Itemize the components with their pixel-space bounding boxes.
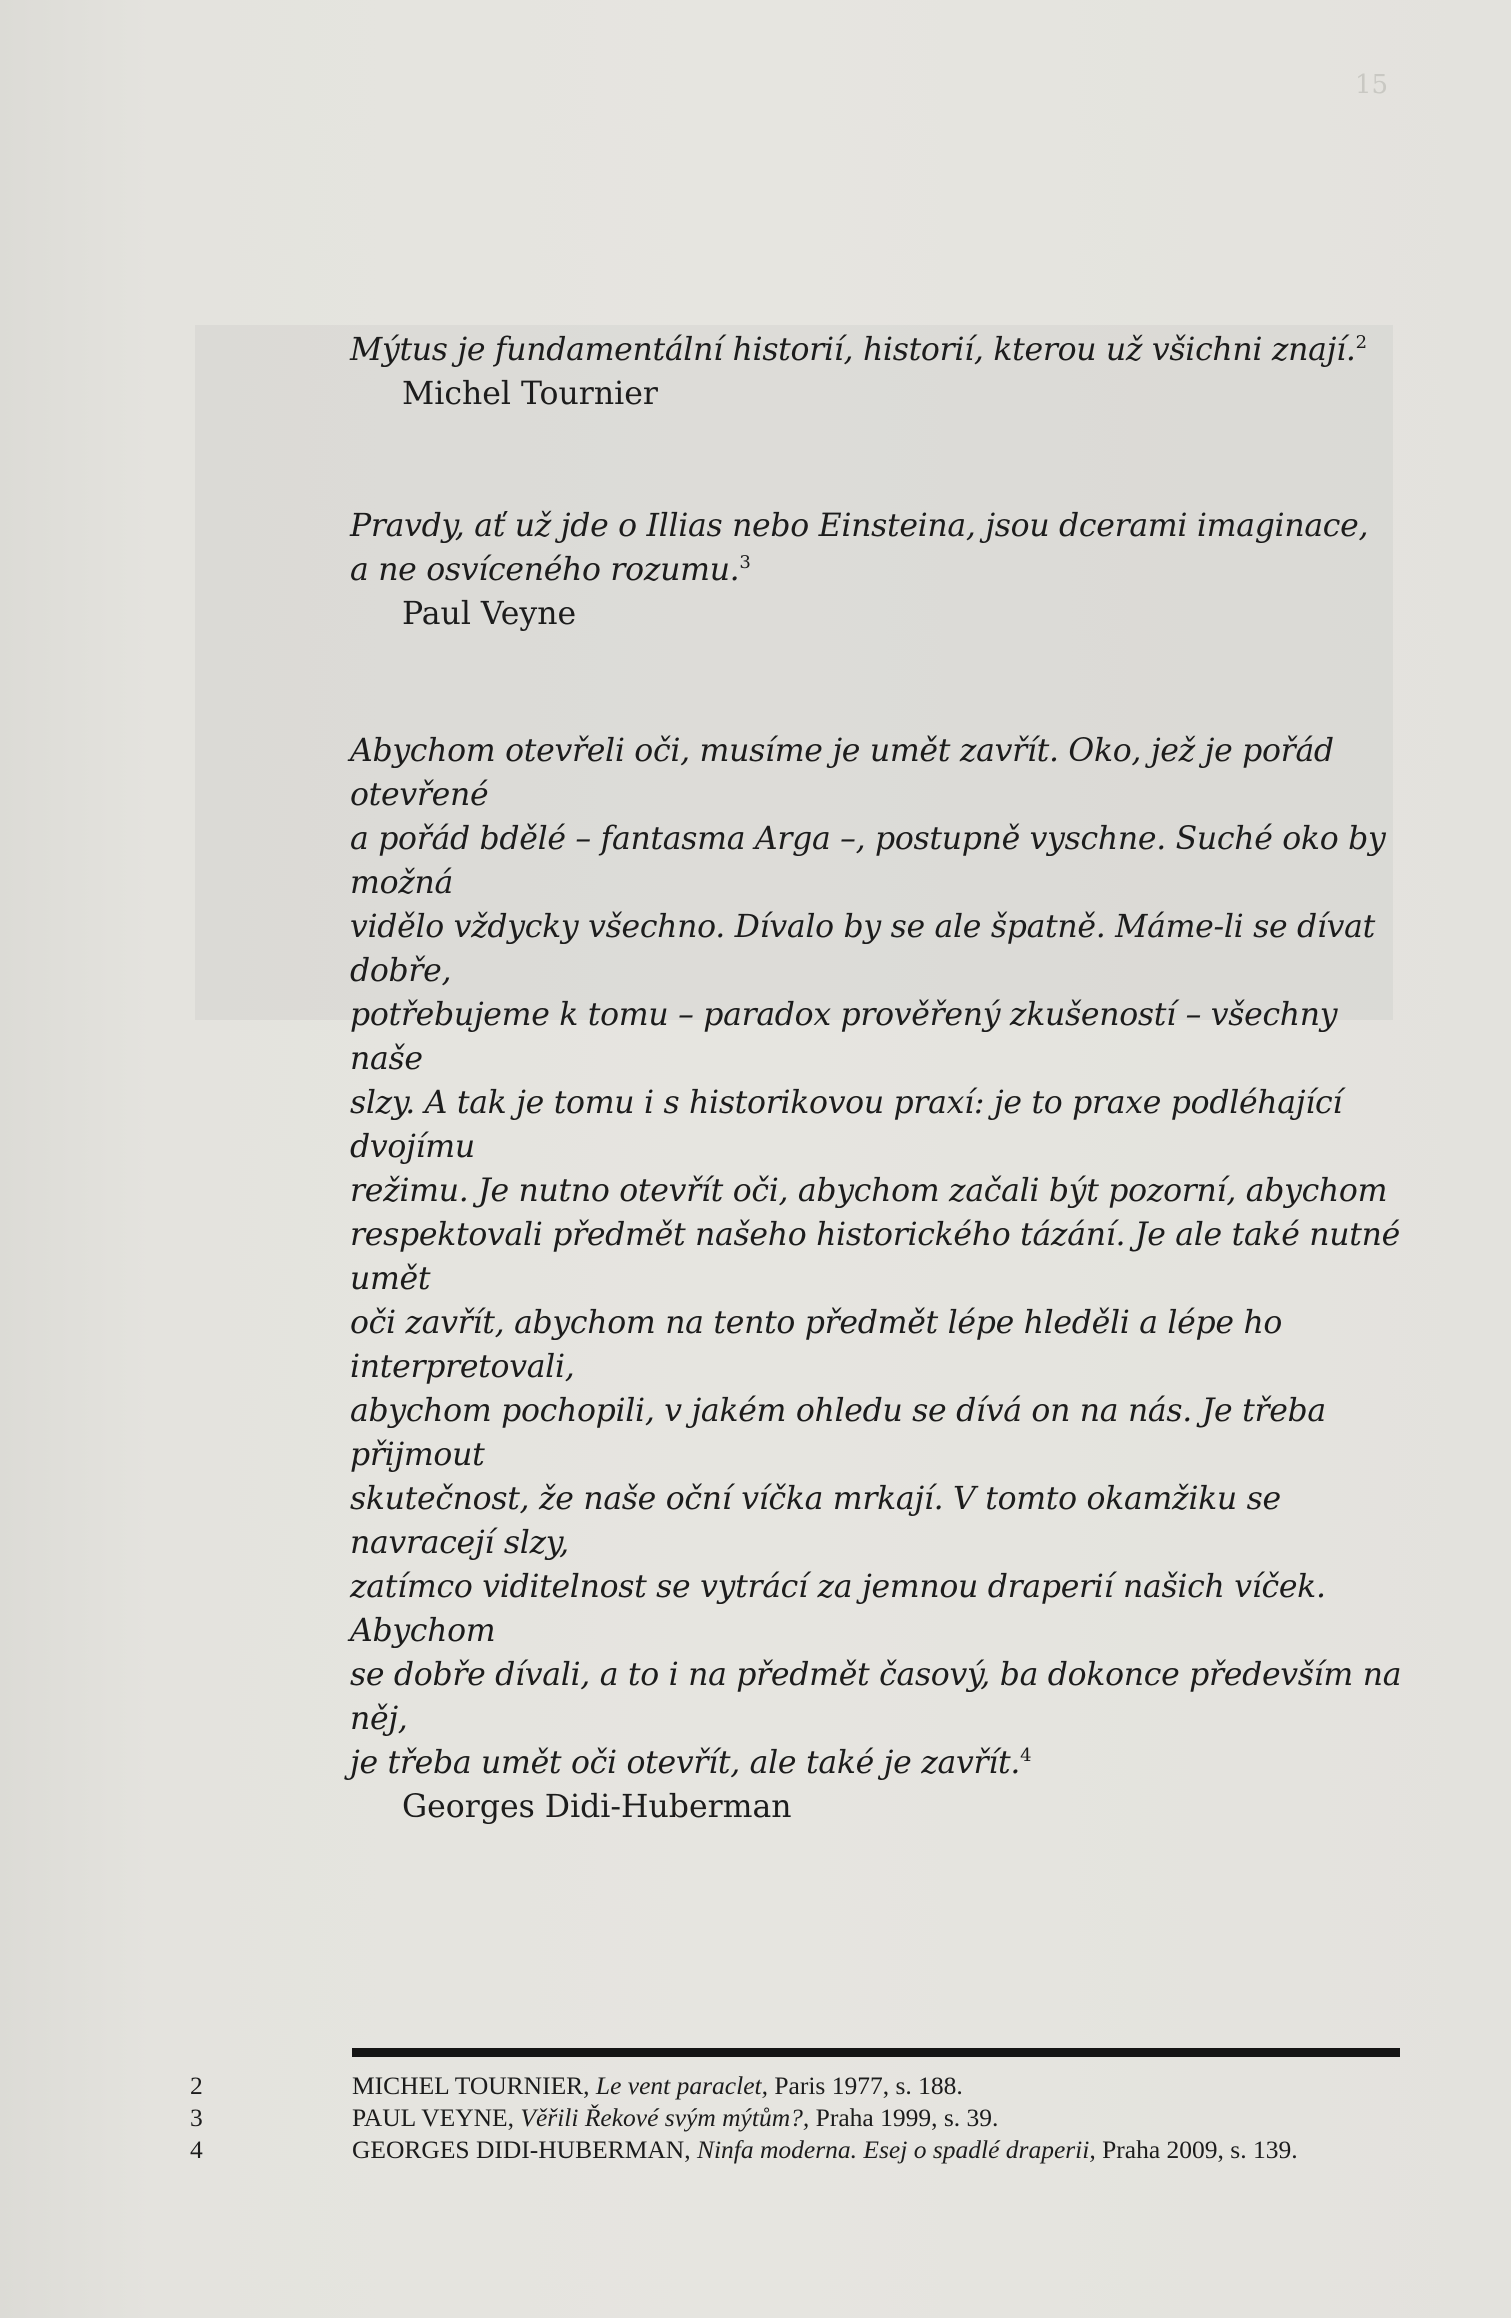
footnote-author: GEORGES DIDI-HUBERMAN, (352, 2135, 691, 2164)
footnote-title: Le vent paraclet, (595, 2071, 768, 2100)
footnote-title: Věřili Řekové svým mýtům?, (520, 2103, 810, 2132)
footnote-ref: 3 (739, 552, 751, 573)
footnote-author: MICHEL TOURNIER, (352, 2071, 590, 2100)
footnote (190, 2102, 1298, 2134)
footnote-ref: 4 (1020, 1745, 1032, 1766)
footnotes (190, 2070, 1298, 2166)
footnote (190, 2134, 1298, 2166)
epigraph-quote (350, 729, 1410, 1829)
footnote-number: 3 (190, 2103, 203, 2132)
footnote-number: 2 (190, 2071, 203, 2100)
quote-text: Mýtus je fundamentální historií, historií, kterou už všichni znají.$^2$ (350, 332, 1367, 368)
quote-author: Michel Tournier (402, 376, 658, 412)
footnote-rest: Praha 2009, s. 139. (1102, 2135, 1298, 2164)
epigraph-quote (350, 328, 1410, 416)
quote-text: Pravdy, ať už jde o Illias nebo Einsteina, jsou dcerami imaginace, a ne osvíceného rozumu.$^3$ (350, 508, 1369, 588)
footnote-ref: 2 (1355, 332, 1367, 353)
footnote-author: PAUL VEYNE, (352, 2103, 514, 2132)
footnote-rest: Praha 1999, s. 39. (815, 2103, 999, 2132)
footnote (190, 2070, 1298, 2102)
quote-author: Georges Didi-Huberman (402, 1789, 792, 1825)
quote-text: Abychom otevřeli oči, musíme je umět zavřít. Oko, jež je pořád otevřené a pořád bdělé – fantasma Arga –, postupně vyschne. Suché oko by možná vidělo vždycky všechno. Dívalo by se ale špatně. Máme-li se dívat dobře, potřebujeme k tomu – paradox prověřený zkušeností – všechny naše slzy. A tak je tomu i s historikovou praxí: je to praxe podléhající dvojímu režimu. Je nutno otevřít oči, abychom začali být pozorní, abychom respektovali předmět našeho historického tázání. Je ale také nutné umět oči zavřít, abychom na tento předmět lépe hleděli a lépe ho interpretovali, abychom pochopili, v jakém ohledu se dívá on na nás. Je třeba přijmout skutečnost, že naše oční víčka mrkají. V tomto okamžiku se navracejí slzy, zatímco viditelnost se vytrácí za jemnou draperií našich víček. Abychom se dobře dívali, a to i na předmět časový, ba dokonce především na něj, je třeba umět oči otevřít, ale také je zavřít.$^4$ (350, 733, 1402, 1781)
footnote-divider (352, 2048, 1400, 2057)
quote-author: Paul Veyne (402, 596, 577, 632)
footnote-rest: Paris 1977, s. 188. (774, 2071, 963, 2100)
footnote-title: Ninfa moderna. Esej o spadlé draperii, (696, 2135, 1096, 2164)
epigraph-quote (350, 504, 1410, 636)
page-number: 15 (1355, 70, 1389, 100)
footnote-number: 4 (190, 2135, 203, 2164)
